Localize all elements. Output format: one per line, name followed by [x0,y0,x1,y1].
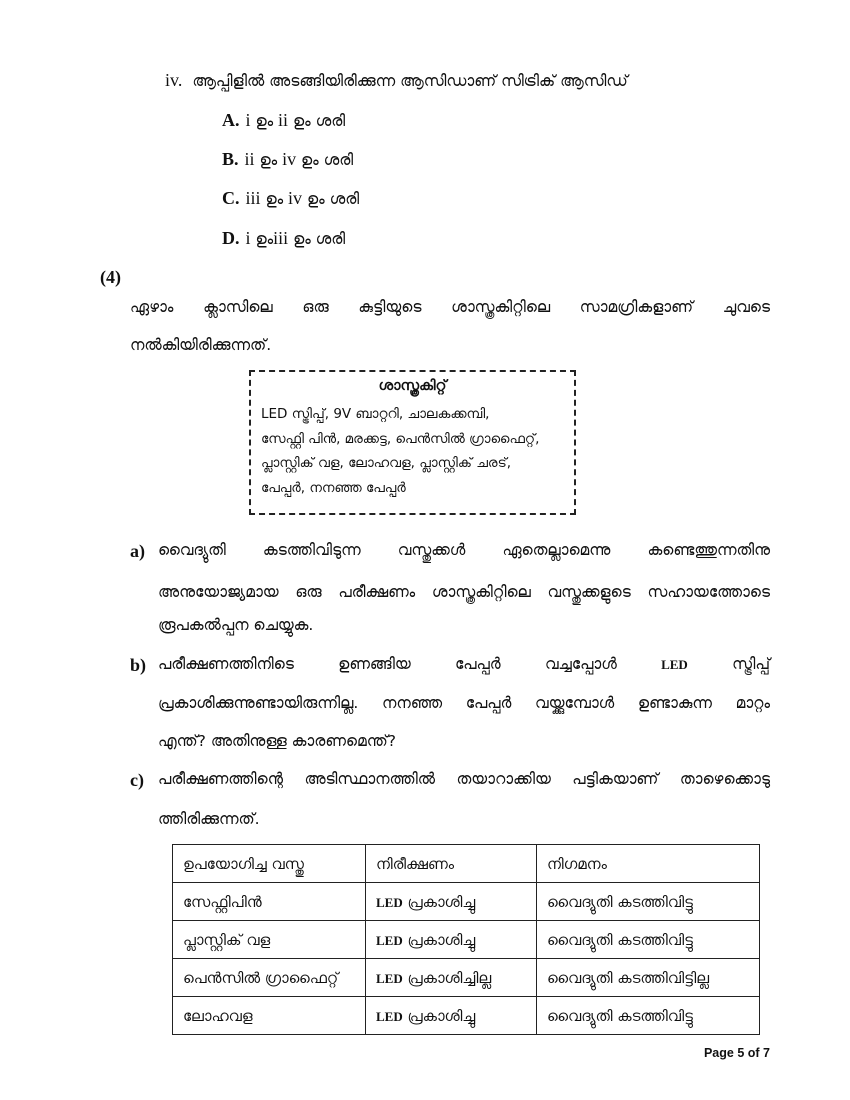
table-row [173,959,760,997]
part-a-line-1: വൈദ്യുതി കടത്തിവിടുന്ന വസ്തുക്കൾ ഏതെല്ലാമെന്നു കണ്ടെത്തുന്നതിനു [158,541,770,559]
statement-iv [165,70,628,91]
part-b-line-2: പ്രകാശിക്കുന്നുണ്ടായിരുന്നില്ല. നനഞ്ഞ പേപ്പർ വയ്ക്കുമ്പോൾ ഉണ്ടാകുന്ന മാറ്റം [158,694,770,712]
observation-table [172,844,760,1035]
table-row [173,883,760,921]
kit-title: ശാസ്ത്രകിറ്റ് [378,378,447,394]
table-cell-item: പെൻസിൽ ഗ്രാഫൈറ്റ് [173,959,366,997]
table-cell-conclusion: വൈദ്യുതി കടത്തിവിട്ടു [537,997,760,1035]
intro-line-1: ഏഴാം ക്ലാസിലെ ഒരു കുട്ടിയുടെ ശാസ്ത്രകിറ്റിലെ സാമഗ്രികളാണ് ചുവടെ [130,298,770,316]
option-c: C. iii ഉം iv ഉം ശരി [222,188,360,208]
statement-text: ആപ്പിളിൽ അടങ്ങിയിരിക്കുന്ന ആസിഡാണ് സിട്രിക് ആസിഡ് [192,72,628,90]
kit-items [251,394,574,500]
part-a-line-3: രൂപകൽപ്പന ചെയ്യുക. [158,616,314,634]
table-cell-conclusion: വൈദ്യുതി കടത്തിവിട്ടു [537,921,760,959]
table-row [173,997,760,1035]
table-cell-observation: LED പ്രകാശിച്ചു [366,997,537,1035]
table-cell-item: സേഫ്റ്റിപിൻ [173,883,366,921]
part-c-line-2: ത്തിരിക്കുന്നത്. [158,810,260,828]
page-number: 5 [737,1046,745,1060]
part-a-line-2: അനുയോജ്യമായ ഒരു പരീക്ഷണം ശാസ്ത്രകിറ്റിലെ വസ്തുക്കളുടെ സഹായത്തോടെ [158,583,770,601]
statement-number: iv. [165,70,183,90]
table-cell-observation: LED പ്രകാശിച്ചു [366,883,537,921]
option-d: D. i ഉംiii ഉം ശരി [222,228,346,248]
part-c-label: c) [130,770,144,790]
kit-line: സേഫ്റ്റി പിൻ, മരക്കട്ട, പെൻസിൽ ഗ്രാഫൈറ്റ്, [261,430,540,447]
option-a: A. i ഉം ii ഉം ശരി [222,110,346,130]
part-b-label: b) [130,655,147,675]
question-number: (4) [100,267,121,287]
kit-line: പ്ലാസ്റ്റിക് വള, ലോഹവള, പ്ലാസ്റ്റിക് ചരട്, [261,455,512,471]
kit-line: LED സ്ട്രിപ്പ്, 9V ബാറ്ററി, ചാലകക്കമ്പി, [261,406,490,422]
part-c-line-1: പരീക്ഷണത്തിന്റെ അടിസ്ഥാനത്തിൽ തയാറാക്കിയ പട്ടികയാണ് താഴെക്കൊടു [158,770,770,788]
part-b-line-1: പരീക്ഷണത്തിനിടെ ഉണങ്ങിയ പേപ്പർ വച്ചപ്പോൾ LED സ്ട്രിപ്പ് [158,655,771,673]
part-a-label: a) [130,541,145,561]
kit-line: പേപ്പർ, നനഞ്ഞ പേപ്പർ [261,479,406,496]
table-header-row [173,845,760,883]
part-b-line-3: എന്ത്? അതിനുള്ള കാരണമെന്ത്? [158,732,396,750]
page-total: 7 [763,1046,770,1060]
table-cell-conclusion: വൈദ്യുതി കടത്തിവിട്ടില്ല [537,959,760,997]
table-cell-item: പ്ലാസ്റ്റിക് വള [173,921,366,959]
table-cell-conclusion: വൈദ്യുതി കടത്തിവിട്ടു [537,883,760,921]
page-footer: Page 5 of 7 [703,1046,770,1060]
table-header: ഉപയോഗിച്ച വസ്തു [173,845,366,883]
science-kit-box [249,370,576,515]
option-b: B. ii ഉം iv ഉം ശരി [222,149,354,169]
intro-line-2: നൽകിയിരിക്കുന്നത്. [130,336,272,354]
table-cell-item: ലോഹവള [173,997,366,1035]
table-cell-observation: LED പ്രകാശിച്ചില്ല [366,959,537,997]
table-row [173,921,760,959]
table-header: നിരീക്ഷണം [366,845,537,883]
table-cell-observation: LED പ്രകാശിച്ചു [366,921,537,959]
table-header: നിഗമനം [537,845,760,883]
